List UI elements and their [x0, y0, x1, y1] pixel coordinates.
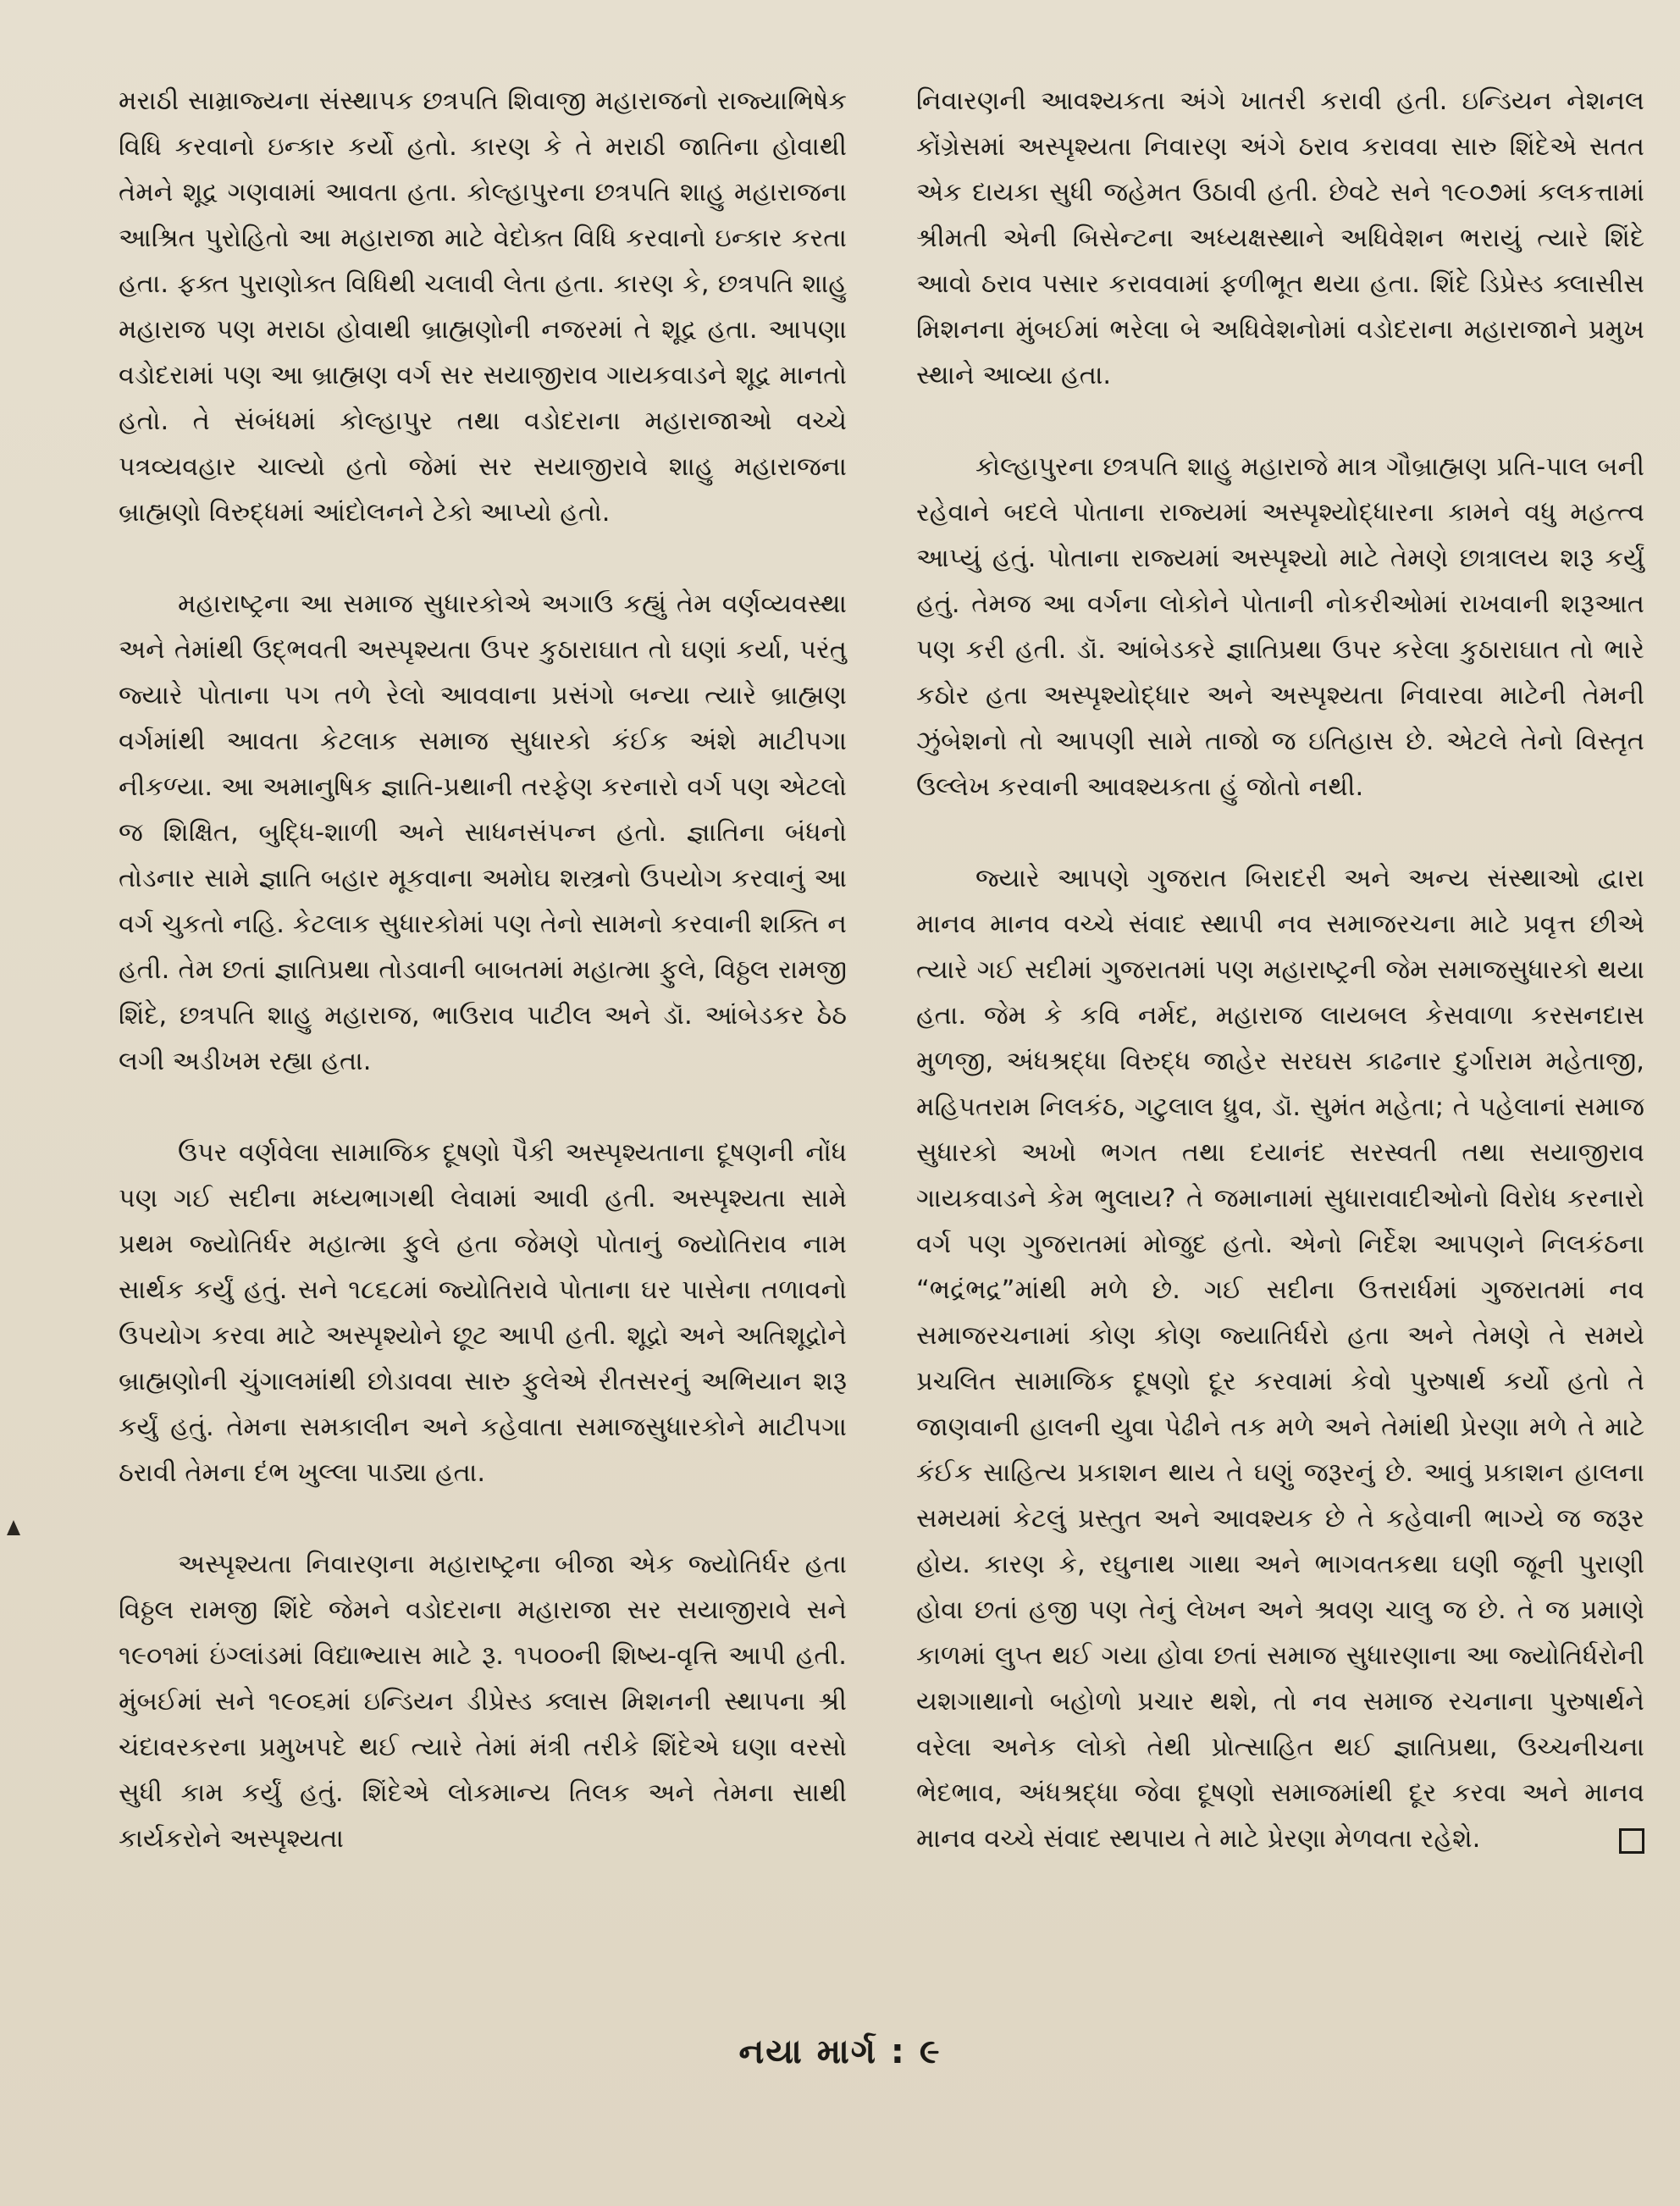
- page-footer: નયા માર્ગ : ૯: [738, 2032, 942, 2071]
- article-paragraph-2: મહારાષ્ટ્રના આ સમાજ સુધારકોએ અગાઉ કહ્યું તેમ વર્ણવ્યવસ્થા અને તેમાંથી ઉદ્ભવતી અસ્પૃશ્યતા ઉપર કુઠારાઘાત તો ઘણાં કર્યા, પરંતુ જ્યારે પોતાના પગ તળે રેલો આવવાના પ્રસંગો બન્યા ત્યારે બ્રાહ્મણ વર્ગમાંથી આવતા કેટલાક સમાજ સુધારકો કંઈક અંશે માટીપગા નીકળ્યા. આ અમાનુષિક જ્ઞાતિ-પ્રથાની તરફેણ કરનારો વર્ગ પણ એટલો જ શિક્ષિત, બુદ્ધિ-શાળી અને સાધનસંપન્ન હતો. જ્ઞાતિના બંધનો તોડનાર સામે જ્ઞાતિ બહાર મૂકવાના અમોઘ શસ્ત્રનો ઉપયોગ કરવાનું આ વર્ગ ચુકતો નહિ. કેટલાક સુધારકોમાં પણ તેનો સામનો કરવાની શક્તિ ન હતી. તેમ છતાં જ્ઞાતિપ્રથા તોડવાની બાબતમાં મહાત્મા ફુલે, વિઠ્ઠલ રામજી શિંદે, છત્રપતિ શાહુ મહારાજ, ભાઉરાવ પાટીલ અને ડૉ. આંબેડકર ઠેઠ લગી અડીખમ રહ્યા હતા.: [119, 589, 847, 1076]
- article-paragraph-3: ઉપર વર્ણવેલા સામાજિક દૂષણો પૈકી અસ્પૃશ્યતાના દૂષણની નોંધ પણ ગઈ સદીના મધ્યભાગથી લેવામાં આવી હતી. અસ્પૃશ્યતા સામે પ્રથમ જ્યોતિર્ધર મહાત્મા ફુલે હતા જેમણે પોતાનું જ્યોતિરાવ નામ સાર્થક કર્યું હતું. સને ૧૮૬૮માં જ્યોતિરાવે પોતાના ઘર પાસેના તળાવનો ઉપયોગ કરવા માટે અસ્પૃશ્યોને છૂટ આપી હતી. શૂદ્રો અને અતિશૂદ્રોને બ્રાહ્મણોની ચુંગાલમાંથી છોડાવવા સારુ ફુલેએ રીતસરનું અભિયાન શરૂ કર્યું હતું. તેમના સમકાલીન અને કહેવાતા સમાજસુધારકોને માટીપગા ઠરાવી તેમના દંભ ખુલ્લા પાડ્યા હતા.: [119, 1138, 847, 1488]
- left-text-column: [119, 79, 847, 1862]
- article-paragraph-7-text: જ્યારે આપણે ગુજરાત બિરાદરી અને અન્ય સંસ્થાઓ દ્વારા માનવ માનવ વચ્ચે સંવાદ સ્થાપી નવ સમાજરચના માટે પ્રવૃત્ત છીએ ત્યારે ગઈ સદીમાં ગુજરાતમાં પણ મહારાષ્ટ્રની જેમ સમાજસુધારકો થયા હતા. જેમ કે કવિ નર્મદ, મહારાજ લાયબલ કેસવાળા કરસનદાસ મુળજી, અંધશ્રદ્ધા વિરુદ્ધ જાહેર સરઘસ કાઢનાર દુર્ગારામ મહેતાજી, મહિપતરામ નિલકંઠ, ગટુલાલ ધ્રુવ, ડૉ. સુમંત મહેતા; તે પહેલાનાં સમાજ સુધારકો અખો ભગત તથા દયાનંદ સરસ્વતી તથા સયાજીરાવ ગાયકવાડને કેમ ભુલાય? તે જમાનામાં સુધારાવાદીઓનો વિરોધ કરનારો વર્ગ પણ ગુજરાતમાં મોજુદ હતો. એનો નિર્દેશ આપણને નિલકંઠના “ભદ્રંભદ્ર”માંથી મળે છે. ગઈ સદીના ઉત્તરાર્ધમાં ગુજરાતમાં નવ સમાજરચનામાં કોણ કોણ જ્યાતિર્ધરો હતા અને તેમણે તે સમયે પ્રચલિત સામાજિક દૂષણો દૂર કરવામાં કેવો પુરુષાર્થ કર્યો હતો તે જાણવાની હાલની યુવા પેઢીને તક મળે અને તેમાંથી પ્રેરણા મળે તે માટે કંઈક સાહિત્ય પ્રકાશન થાય તે ઘણું જરૂરનું છે. આવું પ્રકાશન હાલના સમયમાં કેટલું પ્રસ્તુત અને આવશ્યક છે તે કહેવાની ભાગ્યે જ જરૂર હોય. કારણ કે, રઘુનાથ ગાથા અને ભાગવતકથા ઘણી જૂની પુરાણી હોવા છતાં હજી પણ તેનું લેખન અને શ્રવણ ચાલુ જ છે. તે જ પ્રમાણે કાળમાં લુપ્ત થઈ ગયા હોવા છતાં સમાજ સુધારણાના આ જ્યોતિર્ધરોની યશગાથાનો બહોળો પ્રચાર થશે, તો નવ સમાજ રચનાના પુરુષાર્થને વરેલા અનેક લોકો તેથી પ્રોત્સાહિત થઈ જ્ઞાતિપ્રથા, ઉચ્ચનીચના ભેદભાવ, અંધશ્રદ્ધા જેવા દૂષણો સમાજમાંથી દૂર કરવા અને માનવ માનવ વચ્ચે સંવાદ સ્થપાય તે માટે પ્રેરણા મેળવતા રહેશે.: [916, 864, 1644, 1854]
- article-paragraph-6: કોલ્હાપુરના છત્રપતિ શાહુ મહારાજે માત્ર ગૌબ્રાહ્મણ પ્રતિ-પાલ બની રહેવાને બદલે પોતાના રાજ્યમાં અસ્પૃશ્યોદ્ધારના કામને વધુ મહત્ત્વ આપ્યું હતું. પોતાના રાજ્યમાં અસ્પૃશ્યો માટે તેમણે છાત્રાલય શરૂ કર્યું હતું. તેમજ આ વર્ગના લોકોને પોતાની નોકરીઓમાં રાખવાની શરૂઆત પણ કરી હતી. ડૉ. આંબેડકરે જ્ઞાતિપ્રથા ઉપર કરેલા કુઠારાઘાત તો ભારે કઠોર હતા અસ્પૃશ્યોદ્ધાર અને અસ્પૃશ્યતા નિવારવા માટેની તેમની ઝુંબેશનો તો આપણી સામે તાજો જ ઇતિહાસ છે. એટલે તેનો વિસ્તૃત ઉલ્લેખ કરવાની આવશ્યકતા હું જોતો નથી.: [916, 452, 1644, 802]
- article-paragraph-7: [916, 856, 1644, 1862]
- right-text-column: [916, 79, 1644, 1862]
- margin-marker-icon: [7, 1520, 20, 1535]
- article-paragraph-1: મરાઠી સામ્રાજ્યના સંસ્થાપક છત્રપતિ શિવાજી મહારાજનો રાજ્યાભિષેક વિધિ કરવાનો ઇન્કાર કર્યો હતો. કારણ કે તે મરાઠી જાતિના હોવાથી તેમને શૂદ્ર ગણવામાં આવતા હતા. કોલ્હાપુરના છત્રપતિ શાહુ મહારાજના આશ્રિત પુરોહિતો આ મહારાજા માટે વેદોક્ત વિધિ કરવાનો ઇન્કાર કરતા હતા. ફક્ત પુરાણોક્ત વિધિથી ચલાવી લેતા હતા. કારણ કે, છત્રપતિ શાહુ મહારાજ પણ મરાઠા હોવાથી બ્રાહ્મણોની નજરમાં તે શૂદ્ર હતા. આપણા વડોદરામાં પણ આ બ્રાહ્મણ વર્ગ સર સયાજીરાવ ગાયકવાડને શૂદ્ર માનતો હતો. તે સંબંધમાં કોલ્હાપુર તથા વડોદરાના મહારાજાઓ વચ્ચે પત્રવ્યવહાર ચાલ્યો હતો જેમાં સર સયાજીરાવે શાહુ મહારાજના બ્રાહ્મણો વિરુદ્ધમાં આંદોલનને ટેકો આપ્યો હતો.: [119, 86, 847, 528]
- end-of-article-square-icon: [1619, 1828, 1644, 1854]
- article-paragraph-5: નિવારણની આવશ્યકતા અંગે ખાતરી કરાવી હતી. ઇન્ડિયન નેશનલ કોંગ્રેસમાં અસ્પૃશ્યતા નિવારણ અંગે ઠરાવ કરાવવા સારુ શિંદેએ સતત એક દાયકા સુધી જહેમત ઉઠાવી હતી. છેવટે સને ૧૯૦૭માં કલકત્તામાં શ્રીમતી એની બિસેન્ટના અધ્યક્ષસ્થાને અધિવેશન ભરાયું ત્યારે શિંદે આવો ઠરાવ પસાર કરાવવામાં ફળીભૂત થયા હતા. શિંદે ડિપ્રેસ્ડ ક્લાસીસ મિશનના મુંબઈમાં ભરેલા બે અધિવેશનોમાં વડોદરાના મહારાજાને પ્રમુખ સ્થાને આવ્યા હતા.: [916, 86, 1644, 390]
- article-paragraph-4: અસ્પૃશ્યતા નિવારણના મહારાષ્ટ્રના બીજા એક જ્યોતિર્ધર હતા વિઠ્ઠલ રામજી શિંદે જેમને વડોદરાના મહારાજા સર સયાજીરાવે સને ૧૯૦૧માં ઇંગ્લાંડમાં વિદ્યાભ્યાસ માટે રૂ. ૧૫૦૦ની શિષ્ય-વૃત્તિ આપી હતી. મુંબઈમાં સને ૧૯૦૬માં ઇન્ડિયન ડીપ્રેસ્ડ ક્લાસ મિશનની સ્થાપના શ્રી ચંદાવરકરના પ્રમુખપદે થઈ ત્યારે તેમાં મંત્રી તરીકે શિંદેએ ઘણા વરસો સુધી કામ કર્યું હતું. શિંદેએ લોકમાન્ય તિલક અને તેમના સાથી કાર્યકરોને અસ્પૃશ્યતા: [119, 1550, 847, 1854]
